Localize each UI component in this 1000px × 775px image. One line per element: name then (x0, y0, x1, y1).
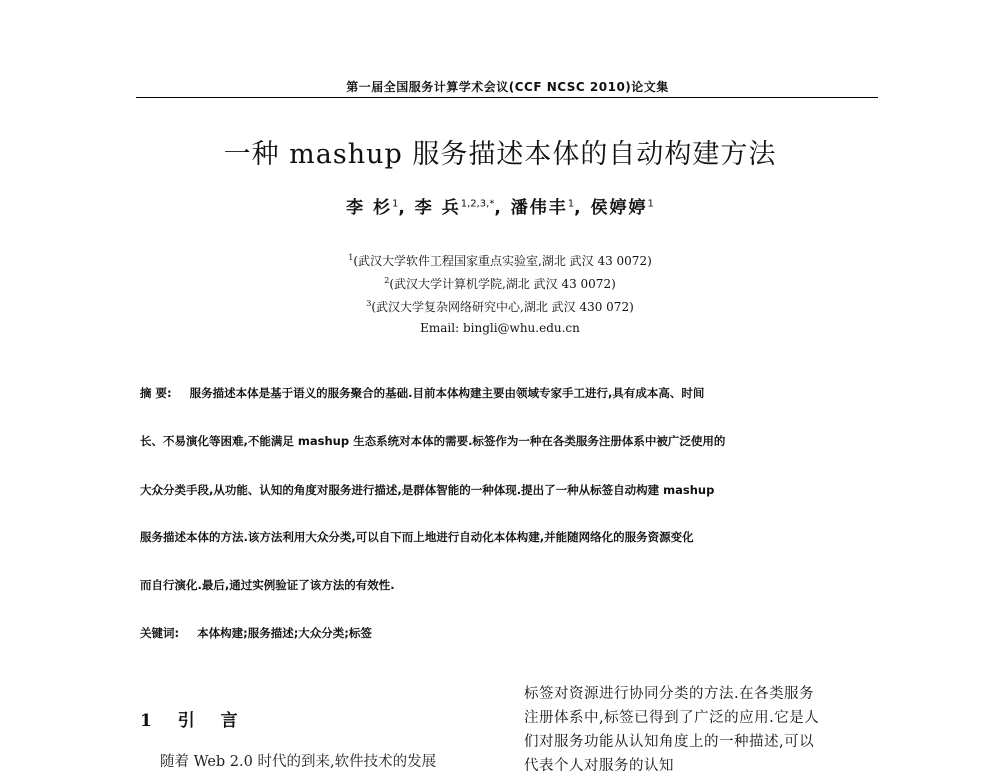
abstract-label: 摘 要: (140, 386, 172, 400)
author-sep: , (494, 198, 503, 218)
author-name: 李 兵 (414, 198, 461, 218)
affiliation (0, 298, 1000, 315)
body-line: 注册体系中,标签已得到了广泛的应用.它是人 (524, 710, 820, 726)
affiliation (0, 275, 1000, 292)
affiliation-sup: 3 (366, 299, 372, 308)
abstract-line: 长、不易演化等困难,不能满足 mashup 生态系统对本体的需要.标签作为一种在各类服务注册体系中被广泛使用的 (140, 434, 726, 448)
affiliation (0, 252, 1000, 269)
body-line: 代表个人对服务的认知 (524, 758, 674, 774)
header-rule (136, 97, 878, 98)
abstract-line: 而自行演化.最后,通过实例验证了该方法的有效性. (140, 578, 395, 592)
body-line: 们对服务功能从认知角度上的一种描述,可以 (524, 734, 815, 750)
author-sup: 1 (567, 198, 575, 210)
author-sep: , (574, 198, 583, 218)
running-head: 第一届全国服务计算学术会议(CCF NCSC 2010)论文集 (346, 80, 669, 94)
author-sup: 1 (392, 198, 399, 210)
author-list (0, 193, 1000, 218)
section-title: 引 言 (177, 711, 248, 731)
author-sup: 1 (647, 198, 654, 210)
affiliation-sup: 1 (348, 253, 354, 262)
keywords (140, 625, 372, 641)
author-name: 侯婷婷 (590, 198, 648, 218)
abstract-line: 服务描述本体的方法.该方法利用大众分类,可以自下而上地进行自动化本体构建,并能随网络化的服务资源变化 (140, 530, 694, 544)
body-line: 标签对资源进行协同分类的方法.在各类服务 (524, 686, 815, 702)
affiliation-text: (武汉大学软件工程国家重点实验室,湖北 武汉 43 0072) (353, 254, 652, 268)
section-number: 1 (140, 711, 162, 731)
author-name: 潘伟丰 (510, 198, 568, 218)
abstract-line: 大众分类手段,从功能、认知的角度对服务进行描述,是群体智能的一种体现.提出了一种从标签自动构建 mashup (140, 483, 715, 497)
section-heading (140, 706, 248, 731)
affiliation-sup: 2 (384, 276, 390, 285)
paper-title: 一种 mashup 服务描述本体的自动构建方法 (223, 139, 777, 170)
author-sep: , (398, 198, 407, 218)
author-email: Email: bingli@whu.edu.cn (420, 321, 580, 335)
affiliation-text: (武汉大学复杂网络研究中心,湖北 武汉 430 072) (371, 300, 634, 314)
body-line: 随着 Web 2.0 时代的到来,软件技术的发展 (160, 754, 437, 770)
keywords-text: 本体构建;服务描述;大众分类;标签 (197, 626, 372, 640)
author-sup: 1,2,3,* (460, 198, 495, 210)
abstract-text: 服务描述本体是基于语义的服务聚合的基础.目前本体构建主要由领域专家手工进行,具有成本高、时间 (189, 386, 705, 400)
affiliation-text: (武汉大学计算机学院,湖北 武汉 43 0072) (389, 277, 616, 291)
author-name: 李 杉 (346, 198, 393, 218)
keywords-label: 关键词: (140, 626, 180, 640)
abstract-line (140, 385, 872, 401)
